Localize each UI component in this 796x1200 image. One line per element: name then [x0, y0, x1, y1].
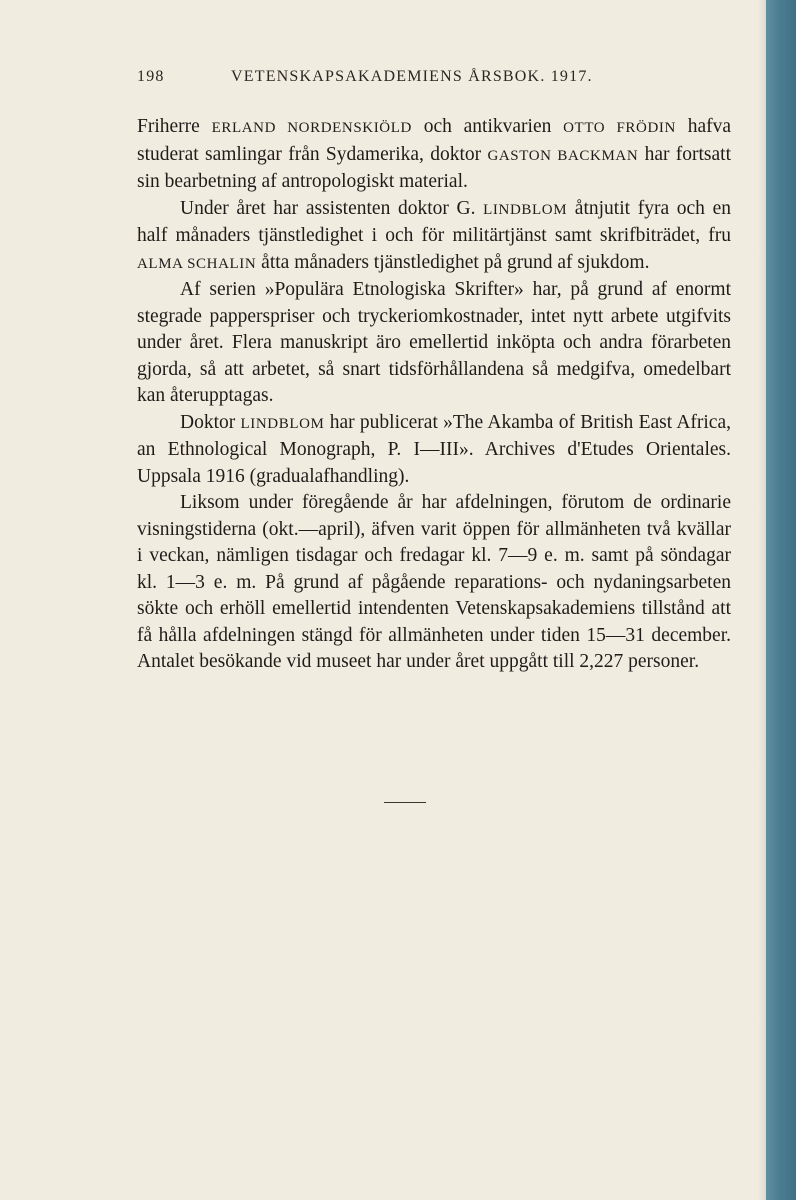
person-name: ALMA SCHALIN [137, 255, 257, 272]
paragraph-4 [137, 410, 731, 491]
paragraph-2 [137, 196, 731, 278]
paragraph-1 [137, 114, 731, 196]
text-run: Under året har assistenten doktor G. [180, 197, 484, 219]
person-name: ERLAND NORDENSKIÖLD [211, 120, 412, 136]
paragraph-5 [137, 490, 731, 676]
person-name: LINDBLOM [240, 415, 325, 432]
running-title: VETENSKAPSAKADEMIENS ÅRSBOK. 1917. [231, 68, 593, 85]
person-name: LINDBLOM [483, 201, 568, 218]
text-run: och antikvarien [411, 116, 564, 137]
text-run: hafva studerat samlingar från Sydamerika, doktor [137, 116, 732, 165]
text-run: Liksom under föregående år har afdelningen, förutom de ordinarie visningstiderna (okt.—april), äfven varit öppen för allmänheten två kvällar i veckan, nämligen tisdagar och fredagar kl. 7—9 e. m. samt på söndagar kl. 1—3 e. m. På grund af pågående reparations- och nydaningsarbeten sökte och erhöll emellertid intendenten Vetenskapsakademiens tillstånd att få hålla afdelningen stängd för allmänheten under tiden 15—31 december. Antalet besökande vid museet har under året uppgått till 2,227 personer. [137, 492, 731, 672]
text-run: har publicerat »The Akamba of British East Africa, an Ethnological Monograph, P. I—III». Archives d'Etudes Orientales. Uppsala 1916 (gradualafhandling). [137, 411, 731, 487]
body-text [137, 114, 731, 676]
page-number: 198 [137, 68, 165, 85]
text-run: Af serien »Populära Etnologiska Skrifter» har, på grund af enormt stegrade papperspriser och tryckeriomkostnader, intet nytt arbete utgifvits under året. Flera manuskript äro emellertid inköpta och andra förarbeten gjorda, så att arbetet, så snart tidsförhållandena så medgifva, omedelbart kan återupptagas. [137, 279, 731, 406]
paragraph-3 [137, 277, 731, 410]
person-name: OTTO FRÖDIN [563, 120, 676, 136]
text-run: Friherre [137, 116, 212, 137]
text-run: åtnjutit fyra och en half månaders tjänstledighet i och för militärtjänst samt skrifbiträdet, fru [137, 197, 731, 246]
text-run: Doktor [180, 411, 241, 433]
section-end-rule [384, 802, 426, 803]
cover-edge-strip [766, 0, 796, 1200]
text-run: åtta månaders tjänstledighet på grund af sjukdom. [256, 251, 650, 273]
text-run: har fortsatt sin bearbetning af antropologiskt material. [137, 143, 731, 192]
page-edge-shadow [758, 0, 766, 1200]
running-header [137, 68, 729, 92]
person-name: GASTON BACKMAN [487, 147, 639, 164]
